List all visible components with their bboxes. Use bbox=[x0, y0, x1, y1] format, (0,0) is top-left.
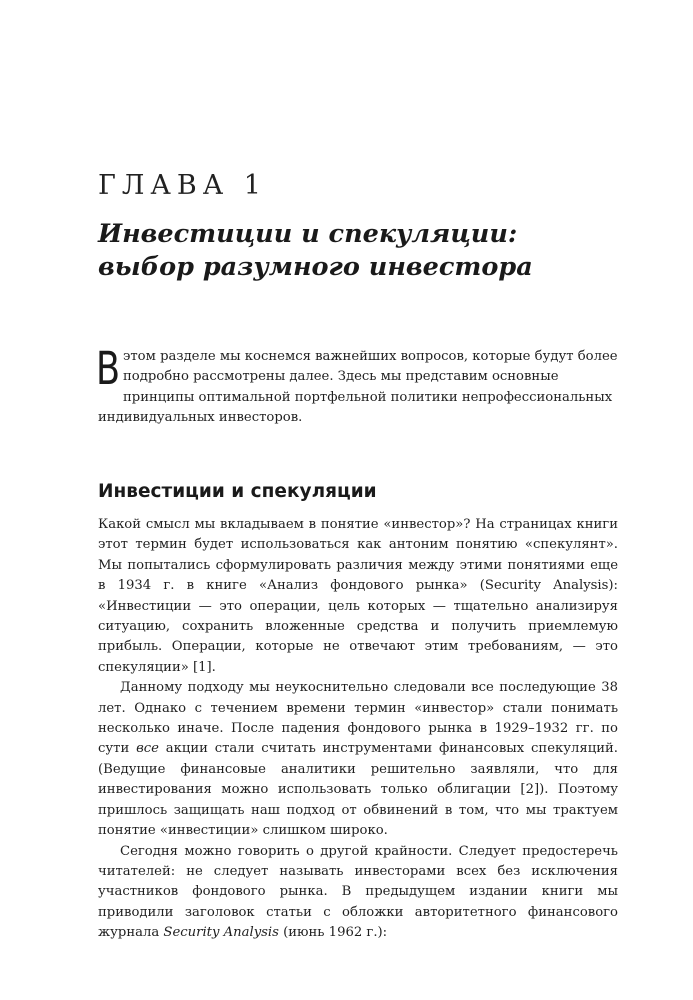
chapter-label: ГЛАВА 1 bbox=[98, 170, 267, 201]
section-body bbox=[98, 515, 618, 944]
intro-text: этом разделе мы коснемся важнейших вопросов, которые будут более подробно рассмотрены далее. Здесь мы представим основные принципы оптимальной портфельной политики непрофессиональных индивидуальных инвесторов. bbox=[98, 349, 618, 426]
paragraph-3 bbox=[98, 842, 618, 944]
chapter-title-line-1: Инвестиции и спекуляции: bbox=[98, 219, 518, 249]
paragraph-3-emphasis: Security Analysis bbox=[163, 925, 279, 941]
paragraph-2 bbox=[98, 678, 618, 841]
drop-cap: В bbox=[96, 342, 121, 395]
chapter-title-line-2: выбор разумного инвестора bbox=[98, 252, 533, 282]
section-heading: Инвестиции и спекуляции bbox=[98, 481, 377, 502]
intro-paragraph bbox=[96, 342, 618, 429]
paragraph-2-part-1: Данному подходу мы неукоснительно следовали все последующие 38 лет. Однако с течением времени термин «инвестор» стали понимать несколько иначе. После падения фондового рынка в 1929–1932 гг. по сути bbox=[98, 680, 618, 757]
paragraph-3-part-2: (июнь 1962 г.): bbox=[278, 925, 388, 941]
book-page bbox=[98, 0, 618, 1000]
paragraph-2-part-2: акции стали считать инструментами финансовых спекуляций. (Ведущие финансовые аналитики решительно заявляли, что для инвестирования можно использовать только облигации [2]). Поэтому пришлось защищать наш подход от обвинений в том, что мы трактуем понятие «инвестиции» слишком широко. bbox=[98, 741, 618, 839]
chapter-title bbox=[98, 218, 618, 284]
paragraph-2-emphasis: все bbox=[136, 741, 159, 757]
paragraph-3-part-1: Сегодня можно говорить о другой крайности. Следует предостеречь читателей: не следует называть инвесторами всех без исключения участников фондового рынка. В предыдущем издании книги мы приводили заголовок статьи с обложки авторитетного финансового журнала bbox=[98, 843, 618, 941]
paragraph-1: Какой смысл мы вкладываем в понятие «инвестор»? На страницах книги этот термин будет использоваться как антоним понятию «спекулянт». Мы попытались сформулировать различия между этими понятиями еще в 1934 г. в книге «Анализ фондового рынка» (Security Analysis): «Инвестиции — это операции, цель которых — тщательно анализируя ситуацию, сохранить вложенные средства и получить приемлемую прибыль. Операции, которые не отвечают этим требованиям, — это спекуляции» [1]. bbox=[98, 517, 618, 675]
